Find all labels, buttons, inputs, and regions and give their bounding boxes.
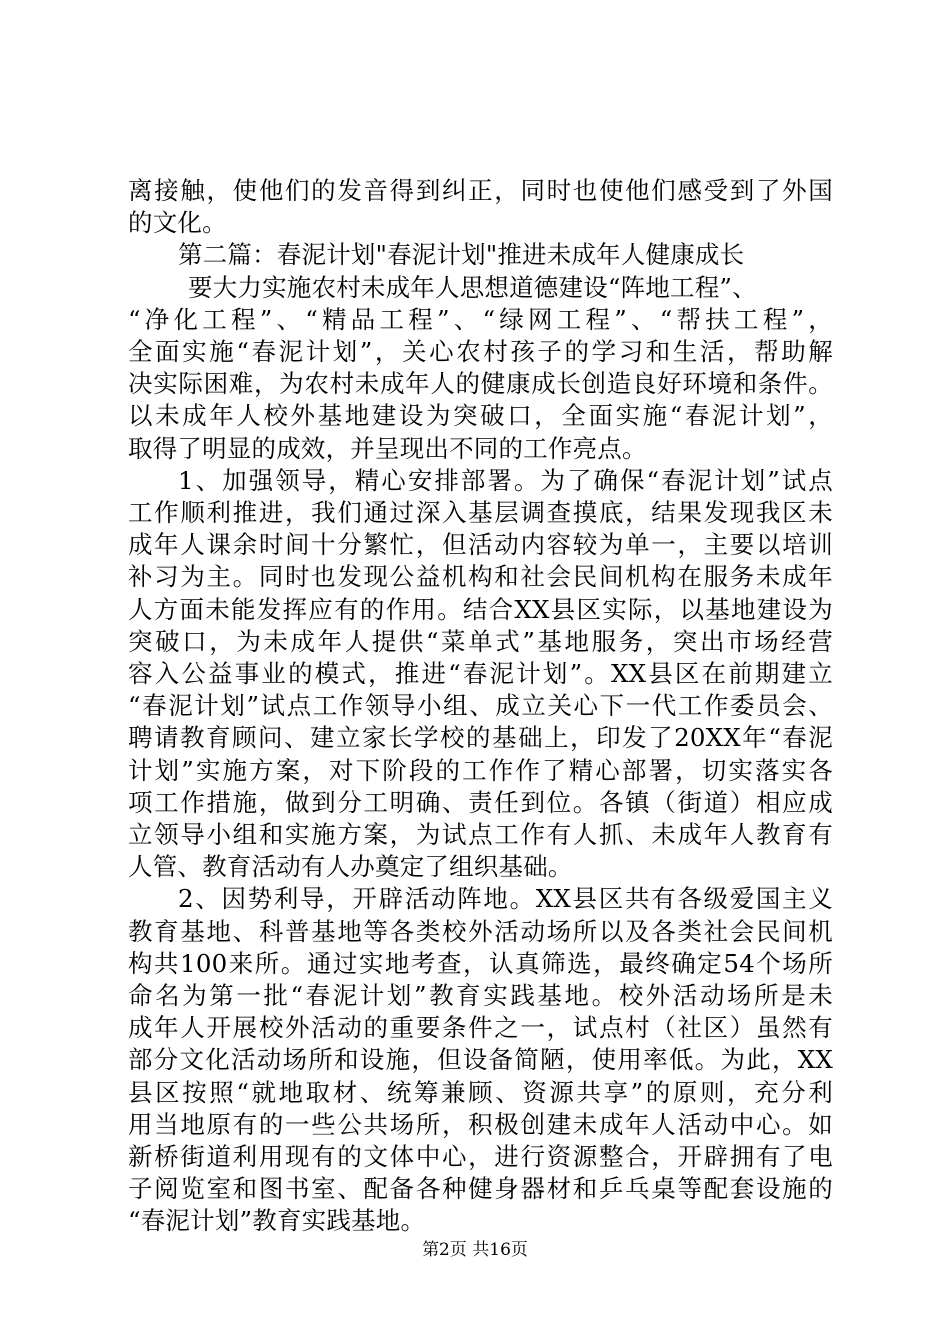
- text-line: 的文化。: [128, 208, 227, 238]
- text-line: 决实际困难，为农村未成年人的健康成长创造良好环境和条件。: [128, 369, 833, 399]
- text-line: 成年人课余时间十分繁忙，但活动内容较为单一，主要以培训: [128, 530, 833, 560]
- text-line: “春泥计划”试点工作领导小组、成立关心下一代工作委员会、: [128, 691, 833, 721]
- text-line: 新桥街道利用现有的文体中心，进行资源整合，开辟拥有了电: [128, 1142, 833, 1171]
- text-line: 立领导小组和实施方案，为试点工作有人抓、未成年人教育有: [128, 820, 833, 849]
- text-line: 计划”实施方案，对下阶段的工作作了精心部署，切实落实各: [128, 755, 833, 785]
- text-line: 容入公益事业的模式，推进“春泥计划”。XX县区在前期建立: [128, 659, 833, 688]
- text-line: 构共100来所。通过实地考查，认真筛选，最终确定54个场所: [128, 948, 833, 978]
- text-line: “春泥计划”教育实践基地。: [128, 1206, 426, 1236]
- text-line: 第二篇：春泥计划"春泥计划"推进未成年人健康成长: [178, 240, 745, 270]
- text-line: 取得了明显的成效，并呈现出不同的工作亮点。: [128, 433, 647, 463]
- text-line: 工作顺利推进，我们通过深入基层调查摸底，结果发现我区未: [128, 498, 833, 527]
- text-line: 突破口，为未成年人提供“菜单式”基地服务，突出市场经营: [128, 626, 833, 656]
- text-line: 聘请教育顾问、建立家长学校的基础上，印发了20XX年“春泥: [128, 723, 833, 753]
- text-line: 教育基地、科普基地等各类校外活动场所以及各类社会民间机: [128, 916, 833, 946]
- text-line: 全面实施“春泥计划”，关心农村孩子的学习和生活，帮助解: [128, 337, 833, 366]
- page-footer: 第2页 共16页: [422, 1240, 528, 1260]
- text-line: 以未成年人校外基地建设为突破口，全面实施“春泥计划”，: [128, 401, 833, 431]
- text-line: 1、加强领导，精心安排部署。为了确保“春泥计划”试点: [178, 465, 833, 495]
- text-line: 命名为第一批“春泥计划”教育实践基地。校外活动场所是未: [128, 981, 833, 1010]
- text-line: “净化工程”、“精品工程”、“绿网工程”、“帮扶工程”，: [128, 304, 833, 334]
- text-line: 人方面未能发挥应有的作用。结合XX县区实际，以基地建设为: [128, 594, 833, 624]
- text-line: 要大力实施农村未成年人思想道德建设“阵地工程”、: [188, 272, 757, 302]
- text-line: 子阅览室和图书室、配备各种健身器材和乒乓桌等配套设施的: [128, 1174, 833, 1204]
- text-line: 县区按照“就地取材、统筹兼顾、资源共享”的原则，充分利: [128, 1077, 833, 1107]
- text-line: 2、因势利导，开辟活动阵地。XX县区共有各级爱国主义: [178, 884, 833, 914]
- text-line: 项工作措施，做到分工明确、责任到位。各镇（街道）相应成: [128, 787, 833, 817]
- text-line: 用当地原有的一些公共场所，积极创建未成年人活动中心。如: [128, 1109, 833, 1139]
- text-line: 离接触，使他们的发音得到纠正，同时也使他们感受到了外国: [128, 176, 833, 205]
- text-line: 成年人开展校外活动的重要条件之一，试点村（社区）虽然有: [128, 1013, 833, 1043]
- text-line: 人管、教育活动有人办奠定了组织基础。: [128, 852, 573, 882]
- text-line: 部分文化活动场所和设施，但设备简陋，使用率低。为此，XX: [128, 1045, 833, 1075]
- text-line: 补习为主。同时也发现公益机构和社会民间机构在服务未成年: [128, 562, 833, 592]
